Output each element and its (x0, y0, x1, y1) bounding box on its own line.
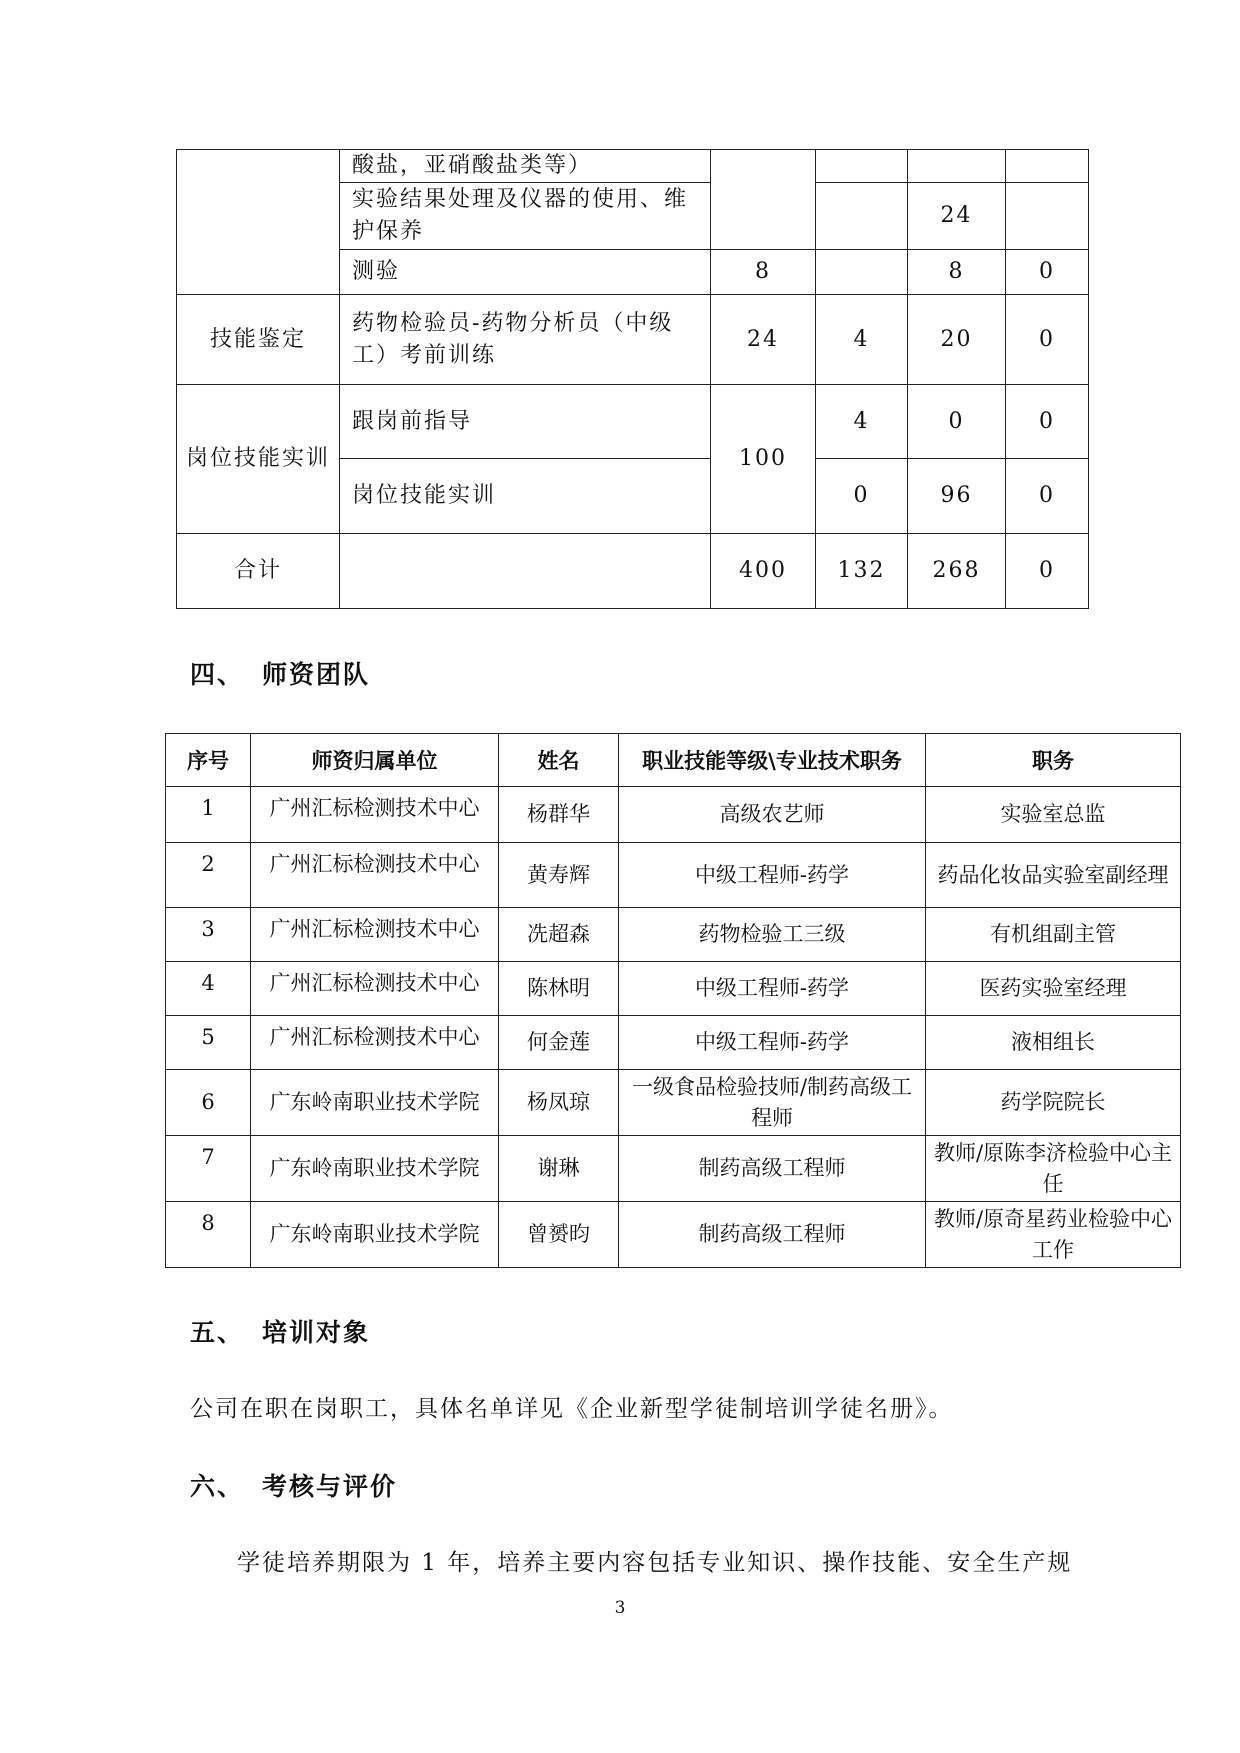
total-hours-cell (711, 150, 816, 250)
level-cell: 药物检验工三级 (619, 908, 926, 962)
hours-cell: 0 (1006, 534, 1089, 609)
name-cell: 黄寿辉 (499, 843, 619, 908)
position-cell: 教师/原陈李济检验中心主任 (926, 1136, 1181, 1202)
module-cell (177, 150, 340, 295)
page-number: 3 (614, 1598, 626, 1618)
teachers-table (165, 733, 1181, 1268)
content-cell: 酸盐，亚硝酸盐类等） (340, 150, 711, 183)
level-cell: 中级工程师-药学 (619, 1016, 926, 1070)
hours-cell: 8 (908, 250, 1006, 295)
header-name: 姓名 (499, 734, 619, 787)
seq-cell: 2 (166, 843, 251, 908)
module-cell: 技能鉴定 (177, 295, 340, 385)
level-cell: 中级工程师-药学 (619, 962, 926, 1016)
hours-cell: 268 (908, 534, 1006, 609)
position-cell: 实验室总监 (926, 787, 1181, 843)
position-cell: 有机组副主管 (926, 908, 1181, 962)
hours-cell: 0 (816, 459, 908, 534)
total-hours-cell: 400 (711, 534, 816, 609)
level-cell: 制药高级工程师 (619, 1202, 926, 1268)
level-cell: 高级农艺师 (619, 787, 926, 843)
unit-cell: 广州汇标检测技术中心 (251, 962, 499, 1016)
table-row (166, 1016, 1181, 1070)
hours-cell: 0 (1006, 459, 1089, 534)
table-row (177, 150, 1089, 183)
hours-cell: 132 (816, 534, 908, 609)
table-row (166, 843, 1181, 908)
content-cell: 测验 (340, 250, 711, 295)
hours-cell: 0 (908, 385, 1006, 459)
position-cell: 液相组长 (926, 1016, 1181, 1070)
total-hours-cell: 8 (711, 250, 816, 295)
level-cell: 制药高级工程师 (619, 1136, 926, 1202)
seq-cell: 3 (166, 908, 251, 962)
section-title: 师资团队 (262, 660, 371, 689)
table-row (177, 385, 1089, 459)
table-header-row (166, 734, 1181, 787)
hours-cell: 0 (1006, 250, 1089, 295)
section-heading-teachers (190, 655, 370, 691)
name-cell: 冼超森 (499, 908, 619, 962)
total-hours-cell: 100 (711, 385, 816, 534)
header-position: 职务 (926, 734, 1181, 787)
hours-cell: 4 (816, 385, 908, 459)
table-row (166, 787, 1181, 843)
hours-cell: 24 (908, 183, 1006, 250)
hours-cell: 96 (908, 459, 1006, 534)
position-cell: 教师/原奇星药业检验中心工作 (926, 1202, 1181, 1268)
seq-cell: 7 (166, 1136, 251, 1202)
module-cell: 合计 (177, 534, 340, 609)
section-number: 五、 (190, 1318, 245, 1347)
unit-cell: 广东岭南职业技术学院 (251, 1202, 499, 1268)
seq-cell: 5 (166, 1016, 251, 1070)
level-cell: 一级食品检验技师/制药高级工程师 (619, 1070, 926, 1136)
content-cell: 实验结果处理及仪器的使用、维护保养 (340, 183, 711, 250)
seq-cell: 1 (166, 787, 251, 843)
section-number: 四、 (190, 660, 245, 689)
table-row (166, 1070, 1181, 1136)
table-row (166, 962, 1181, 1016)
section-number: 六、 (190, 1472, 245, 1501)
hours-cell: 20 (908, 295, 1006, 385)
section-title: 考核与评价 (262, 1472, 398, 1501)
unit-cell: 广东岭南职业技术学院 (251, 1136, 499, 1202)
section-title: 培训对象 (262, 1318, 371, 1347)
seq-cell: 8 (166, 1202, 251, 1268)
unit-cell: 广州汇标检测技术中心 (251, 1016, 499, 1070)
assessment-paragraph: 学徒培养期限为 1 年，培养主要内容包括专业知识、操作技能、安全生产规 (237, 1550, 1073, 1576)
total-hours-cell: 24 (711, 295, 816, 385)
position-cell: 医药实验室经理 (926, 962, 1181, 1016)
name-cell: 曾赟昀 (499, 1202, 619, 1268)
hours-cell: 0 (1006, 295, 1089, 385)
curriculum-table (176, 149, 1089, 609)
unit-cell: 广州汇标检测技术中心 (251, 843, 499, 908)
section-heading-trainees (190, 1313, 370, 1349)
unit-cell: 广州汇标检测技术中心 (251, 908, 499, 962)
name-cell: 何金莲 (499, 1016, 619, 1070)
table-row-total (177, 534, 1089, 609)
content-cell: 跟岗前指导 (340, 385, 711, 459)
unit-cell: 广东岭南职业技术学院 (251, 1070, 499, 1136)
name-cell: 杨凤琼 (499, 1070, 619, 1136)
name-cell: 陈林明 (499, 962, 619, 1016)
content-cell: 药物检验员-药物分析员（中级工）考前训练 (340, 295, 711, 385)
hours-cell: 4 (816, 295, 908, 385)
position-cell: 药学院院长 (926, 1070, 1181, 1136)
table-row (166, 1136, 1181, 1202)
seq-cell: 6 (166, 1070, 251, 1136)
header-seq: 序号 (166, 734, 251, 787)
table-row (177, 295, 1089, 385)
content-cell: 岗位技能实训 (340, 459, 711, 534)
header-level: 职业技能等级\专业技术职务 (619, 734, 926, 787)
header-unit: 师资归属单位 (251, 734, 499, 787)
trainees-paragraph: 公司在职在岗职工，具体名单详见《企业新型学徒制培训学徒名册》。 (190, 1396, 954, 1422)
level-cell: 中级工程师-药学 (619, 843, 926, 908)
name-cell: 谢琳 (499, 1136, 619, 1202)
section-heading-assessment (190, 1467, 397, 1503)
unit-cell: 广州汇标检测技术中心 (251, 787, 499, 843)
table-row (166, 1202, 1181, 1268)
hours-cell: 0 (1006, 385, 1089, 459)
module-cell: 岗位技能实训 (177, 385, 340, 534)
position-cell: 药品化妆品实验室副经理 (926, 843, 1181, 908)
name-cell: 杨群华 (499, 787, 619, 843)
seq-cell: 4 (166, 962, 251, 1016)
table-row (166, 908, 1181, 962)
